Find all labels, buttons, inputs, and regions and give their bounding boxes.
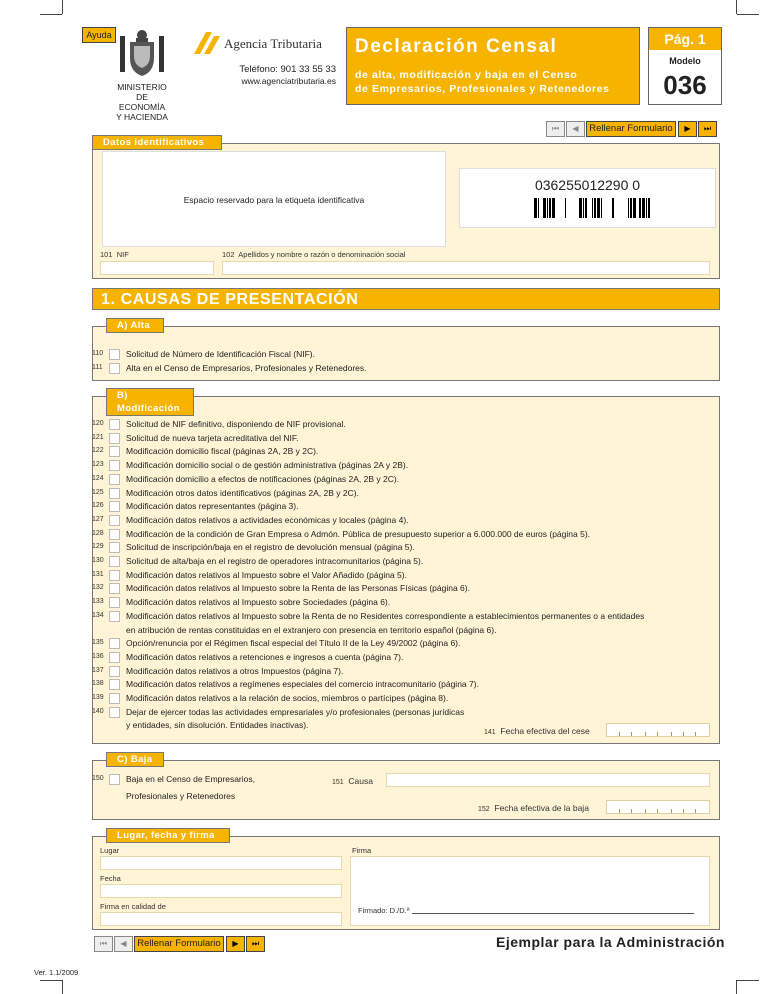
agency-name: Agencia Tributaria — [224, 36, 322, 51]
option-code: 136 — [92, 652, 104, 660]
modification-option — [92, 610, 718, 623]
option-checkbox[interactable] — [109, 556, 120, 567]
date-tick — [645, 732, 646, 736]
model-number: 036 — [663, 70, 707, 100]
option-checkbox[interactable] — [109, 446, 120, 457]
option-code: 140 — [92, 707, 104, 715]
modification-option — [92, 624, 718, 637]
alta-tab: A) Alta — [106, 318, 164, 333]
option-label: Modificación otros datos identificativos (páginas 2A, 2B y 2C). — [126, 487, 359, 498]
option-checkbox[interactable] — [109, 570, 120, 581]
barcode-icon — [534, 198, 656, 218]
barcode-bar — [583, 198, 584, 218]
barcode-bar — [642, 198, 645, 218]
form-title: Declaración Censal — [355, 36, 558, 57]
crop-mark — [40, 14, 62, 15]
barcode-number: 036255012290 0 — [534, 177, 641, 193]
option-checkbox[interactable] — [109, 693, 120, 704]
barcode-bar — [601, 198, 602, 218]
barcode-bar — [538, 198, 539, 218]
option-code: 130 — [92, 557, 104, 564]
option-code: 137 — [92, 666, 104, 674]
baja-tab: C) Baja — [106, 752, 164, 767]
modification-option — [92, 528, 718, 541]
lugar-input[interactable] — [100, 856, 342, 870]
next-page-button[interactable]: ▶ — [678, 121, 697, 137]
option-code: 121 — [92, 433, 104, 441]
barcode-bar — [552, 198, 555, 218]
barcode-bar — [648, 198, 650, 218]
barcode-bar — [565, 198, 566, 218]
barcode-bar — [630, 198, 632, 218]
signature-tab: Lugar, fecha y firma — [106, 828, 230, 843]
crop-mark — [40, 980, 62, 981]
causa-label: 151 Causa — [332, 776, 373, 786]
crop-mark — [737, 980, 759, 981]
option-code: 134 — [92, 611, 104, 619]
option-label: Modificación datos relativos al Impuesto sobre la Renta de las Personas Físicas (página 6). — [126, 583, 470, 594]
option-code: 125 — [92, 488, 104, 496]
option-code: 133 — [92, 598, 104, 606]
fill-form-button[interactable]: Rellenar Formulario — [586, 121, 676, 137]
date-tick — [695, 809, 696, 813]
baja-date-label: 152 Fecha efectiva de la baja — [478, 803, 589, 813]
option-label: Solicitud de alta/baja en el registro de operadores intracomunitarios (página 5). — [126, 556, 424, 566]
lugar-label: Lugar — [100, 846, 120, 855]
option-code: 123 — [92, 461, 104, 469]
barcode-box — [459, 168, 716, 228]
option-label: Modificación datos relativos a la relación de socios, miembros o partícipes (página 8). — [126, 693, 449, 703]
modification-option — [92, 514, 718, 527]
option-label: Modificación datos relativos a regímenes especiales del comercio intracomunitario (página 7). — [126, 679, 479, 690]
date-tick — [671, 809, 672, 813]
page-model-box — [648, 27, 722, 105]
option-code: 120 — [92, 420, 104, 427]
option-checkbox[interactable] — [109, 529, 120, 540]
option-code: 124 — [92, 474, 104, 482]
cese-date-label: 141 Fecha efectiva del cese — [484, 726, 590, 736]
barcode-bar — [592, 198, 593, 218]
date-tick — [695, 732, 696, 736]
option-checkbox[interactable] — [109, 611, 120, 622]
version-label: Ver. 1.1/2009 — [34, 968, 79, 977]
crop-mark — [736, 0, 737, 14]
alta-option — [92, 362, 718, 375]
option-checkbox[interactable] — [109, 515, 120, 526]
barcode-bar — [534, 198, 537, 218]
option-label: Solicitud de NIF definitivo, disponiendo de NIF provisional. — [126, 419, 346, 429]
fecha-input[interactable] — [100, 884, 342, 898]
option-checkbox[interactable] — [109, 666, 120, 677]
barcode-bar — [633, 198, 636, 218]
option-label: Modificación domicilio fiscal (páginas 2A, 2B y 2C). — [126, 446, 319, 457]
option-label: Solicitud de nueva tarjeta acreditativa del NIF. — [126, 432, 299, 443]
copy-label: Ejemplar para la Administración — [496, 934, 725, 950]
calidad-input[interactable] — [100, 912, 342, 926]
date-tick — [619, 809, 620, 813]
modification-option — [92, 473, 718, 486]
modification-option — [92, 500, 718, 513]
barcode-bar — [579, 198, 582, 218]
barcode-bar — [594, 198, 596, 218]
fecha-label: Fecha — [100, 874, 121, 883]
date-tick — [657, 809, 658, 813]
option-label: Solicitud de Número de Identificación Fiscal (NIF). — [126, 349, 315, 359]
barcode-bar — [597, 198, 600, 218]
prev-page-button[interactable]: ◀ — [566, 121, 585, 137]
ministry-name: MINISTERIO DE ECONOMÍA Y HACIENDA — [116, 82, 168, 122]
crop-mark — [737, 14, 759, 15]
modification-option — [92, 678, 718, 691]
name-input[interactable] — [222, 261, 710, 275]
prev-page-button-bottom[interactable]: ◀ — [114, 936, 133, 952]
modification-option — [92, 665, 718, 678]
modification-tab: B) Modificación — [106, 388, 194, 416]
nif-input[interactable] — [100, 261, 214, 275]
barcode-bar — [543, 198, 546, 218]
modification-option — [92, 651, 718, 664]
modification-option — [92, 692, 718, 705]
barcode-bar — [549, 198, 551, 218]
option-checkbox[interactable] — [109, 679, 120, 690]
agency-phone: Teléfono: 901 33 55 33 — [239, 64, 336, 75]
option-checkbox[interactable] — [109, 349, 120, 360]
cese-date-input[interactable] — [606, 723, 710, 737]
modification-option — [92, 418, 718, 431]
firmado-line — [412, 913, 694, 914]
crop-mark — [62, 0, 63, 14]
option-checkbox[interactable] — [109, 488, 120, 499]
option-label: Modificación datos relativos a otros Impuestos (página 7). — [126, 665, 344, 676]
last-page-button-bottom[interactable]: ⏭ — [246, 936, 265, 952]
date-tick — [619, 732, 620, 736]
identification-tab: Datos identificativos — [92, 135, 222, 150]
baja-checkbox[interactable] — [109, 774, 120, 785]
option-label: en atribución de rentas constituidas en el extranjero con presencia en territorio español (página 6). — [126, 624, 497, 635]
option-label: Modificación datos relativos a actividades económicas y locales (página 4). — [126, 514, 409, 525]
date-tick — [671, 732, 672, 736]
modification-option — [92, 582, 718, 595]
option-code: 138 — [92, 680, 104, 688]
firmado-label: Firmado: D./D.ª — [358, 906, 410, 915]
option-code: 110 — [92, 350, 104, 357]
name-label: 102 Apellidos y nombre o razón o denominación social — [222, 250, 406, 259]
option-checkbox[interactable] — [109, 363, 120, 374]
option-code: 126 — [92, 502, 104, 510]
modification-option — [92, 459, 718, 472]
label-space: Espacio reservado para la etiqueta identificativa — [102, 151, 446, 247]
option-code: 122 — [92, 447, 104, 455]
agency-website: www.agenciatributaria.es — [241, 76, 336, 86]
option-label: Alta en el Censo de Empresarios, Profesionales y Retenedores. — [126, 363, 367, 373]
help-button[interactable]: Ayuda — [82, 27, 116, 43]
option-label: Modificación domicilio social o de gestión administrativa (páginas 2A y 2B). — [126, 460, 409, 471]
option-label: Dejar de ejercer todas las actividades empresariales y/o profesionales (personas jurídicas — [126, 706, 465, 717]
causa-input[interactable] — [386, 773, 710, 787]
option-label: y entidades, sin disolución. Entidades inactivas). — [126, 720, 309, 731]
option-label: Modificación datos relativos al Impuesto sobre la Renta de no Residentes correspondiente a establecimientos permanentes o a entidades — [126, 610, 645, 621]
model-label: Modelo — [669, 56, 701, 66]
option-code: 132 — [92, 584, 104, 592]
form-title-box — [346, 27, 640, 105]
barcode-bar — [646, 198, 647, 218]
baja-date-input[interactable] — [606, 800, 710, 814]
option-code: 128 — [92, 529, 104, 537]
form-subtitle: de alta, modificación y baja en el Censo de Empresarios, Profesionales y Retenedores — [355, 69, 610, 95]
option-code: 111 — [92, 364, 103, 371]
firma-box[interactable] — [350, 856, 710, 926]
modification-option — [92, 445, 718, 458]
next-page-button-bottom[interactable]: ▶ — [226, 936, 245, 952]
first-page-button[interactable]: ⏮ — [546, 121, 565, 137]
date-tick — [631, 732, 632, 736]
option-checkbox[interactable] — [109, 542, 120, 553]
date-tick — [683, 809, 684, 813]
crop-mark — [736, 980, 737, 994]
date-tick — [645, 809, 646, 813]
modification-option — [92, 555, 718, 568]
modification-option — [92, 541, 718, 554]
option-checkbox[interactable] — [109, 501, 120, 512]
agency-logo-icon — [192, 30, 222, 56]
option-code: 127 — [92, 515, 104, 523]
option-code: 129 — [92, 543, 104, 551]
modification-option — [92, 487, 718, 500]
first-page-button-bottom[interactable]: ⏮ — [94, 936, 113, 952]
last-page-button[interactable]: ⏭ — [698, 121, 717, 137]
option-label: Modificación datos representantes (página 3). — [126, 501, 299, 512]
option-label: Modificación de la condición de Gran Empresa o Admón. Pública de presupuesto superior a 6.000.000 de euros (página 5). — [126, 528, 591, 539]
barcode-bar — [585, 198, 587, 218]
option-checkbox[interactable] — [109, 707, 120, 718]
option-label: Modificación domicilio a efectos de notificaciones (páginas 2A, 2B y 2C). — [126, 473, 400, 484]
option-checkbox[interactable] — [109, 583, 120, 594]
baja-text-line2: Profesionales y Retenedores — [126, 791, 236, 801]
barcode-bar — [547, 198, 548, 218]
fill-form-button-bottom[interactable]: Rellenar Formulario — [134, 936, 224, 952]
option-checkbox[interactable] — [109, 433, 120, 444]
calidad-label: Firma en calidad de — [100, 902, 166, 911]
barcode-bar — [612, 198, 614, 218]
modification-option — [92, 637, 718, 650]
option-checkbox[interactable] — [109, 419, 120, 430]
option-label: Opción/renuncia por el Régimen fiscal especial del Título II de la Ley 49/2002 (página 6). — [126, 638, 461, 649]
modification-option — [92, 706, 718, 719]
option-label: Modificación datos relativos a retenciones e ingresos a cuenta (página 7). — [126, 651, 404, 662]
option-checkbox[interactable] — [109, 597, 120, 608]
option-checkbox[interactable] — [109, 638, 120, 649]
option-checkbox[interactable] — [109, 652, 120, 663]
coat-of-arms-icon — [118, 28, 166, 80]
barcode-bar — [628, 198, 629, 218]
baja-option: 150 Baja en el Censo de Empresarios, — [92, 774, 255, 784]
date-tick — [683, 732, 684, 736]
alta-option — [92, 348, 718, 361]
modification-option — [92, 596, 718, 609]
option-checkbox[interactable] — [109, 474, 120, 485]
page-number: Pág. 1 — [649, 28, 721, 50]
option-checkbox[interactable] — [109, 460, 120, 471]
option-code: 139 — [92, 694, 104, 701]
option-code: 135 — [92, 639, 104, 647]
modification-option — [92, 569, 718, 582]
nif-label: 101 NIF — [100, 250, 129, 259]
date-tick — [631, 809, 632, 813]
date-tick — [657, 732, 658, 736]
option-label: Modificación datos relativos al Impuesto sobre el Valor Añadido (página 5). — [126, 569, 407, 580]
modification-option — [92, 432, 718, 445]
firma-label: Firma — [352, 846, 372, 855]
crop-mark — [62, 980, 63, 994]
option-code: 131 — [92, 570, 104, 578]
section-title: 1. CAUSAS DE PRESENTACIÓN — [92, 288, 720, 310]
option-label: Modificación datos relativos al Impuesto sobre Sociedades (página 6). — [126, 597, 391, 608]
option-label: Solicitud de inscripción/baja en el registro de devolución mensual (página 5). — [126, 542, 415, 553]
barcode-bar — [639, 198, 641, 218]
